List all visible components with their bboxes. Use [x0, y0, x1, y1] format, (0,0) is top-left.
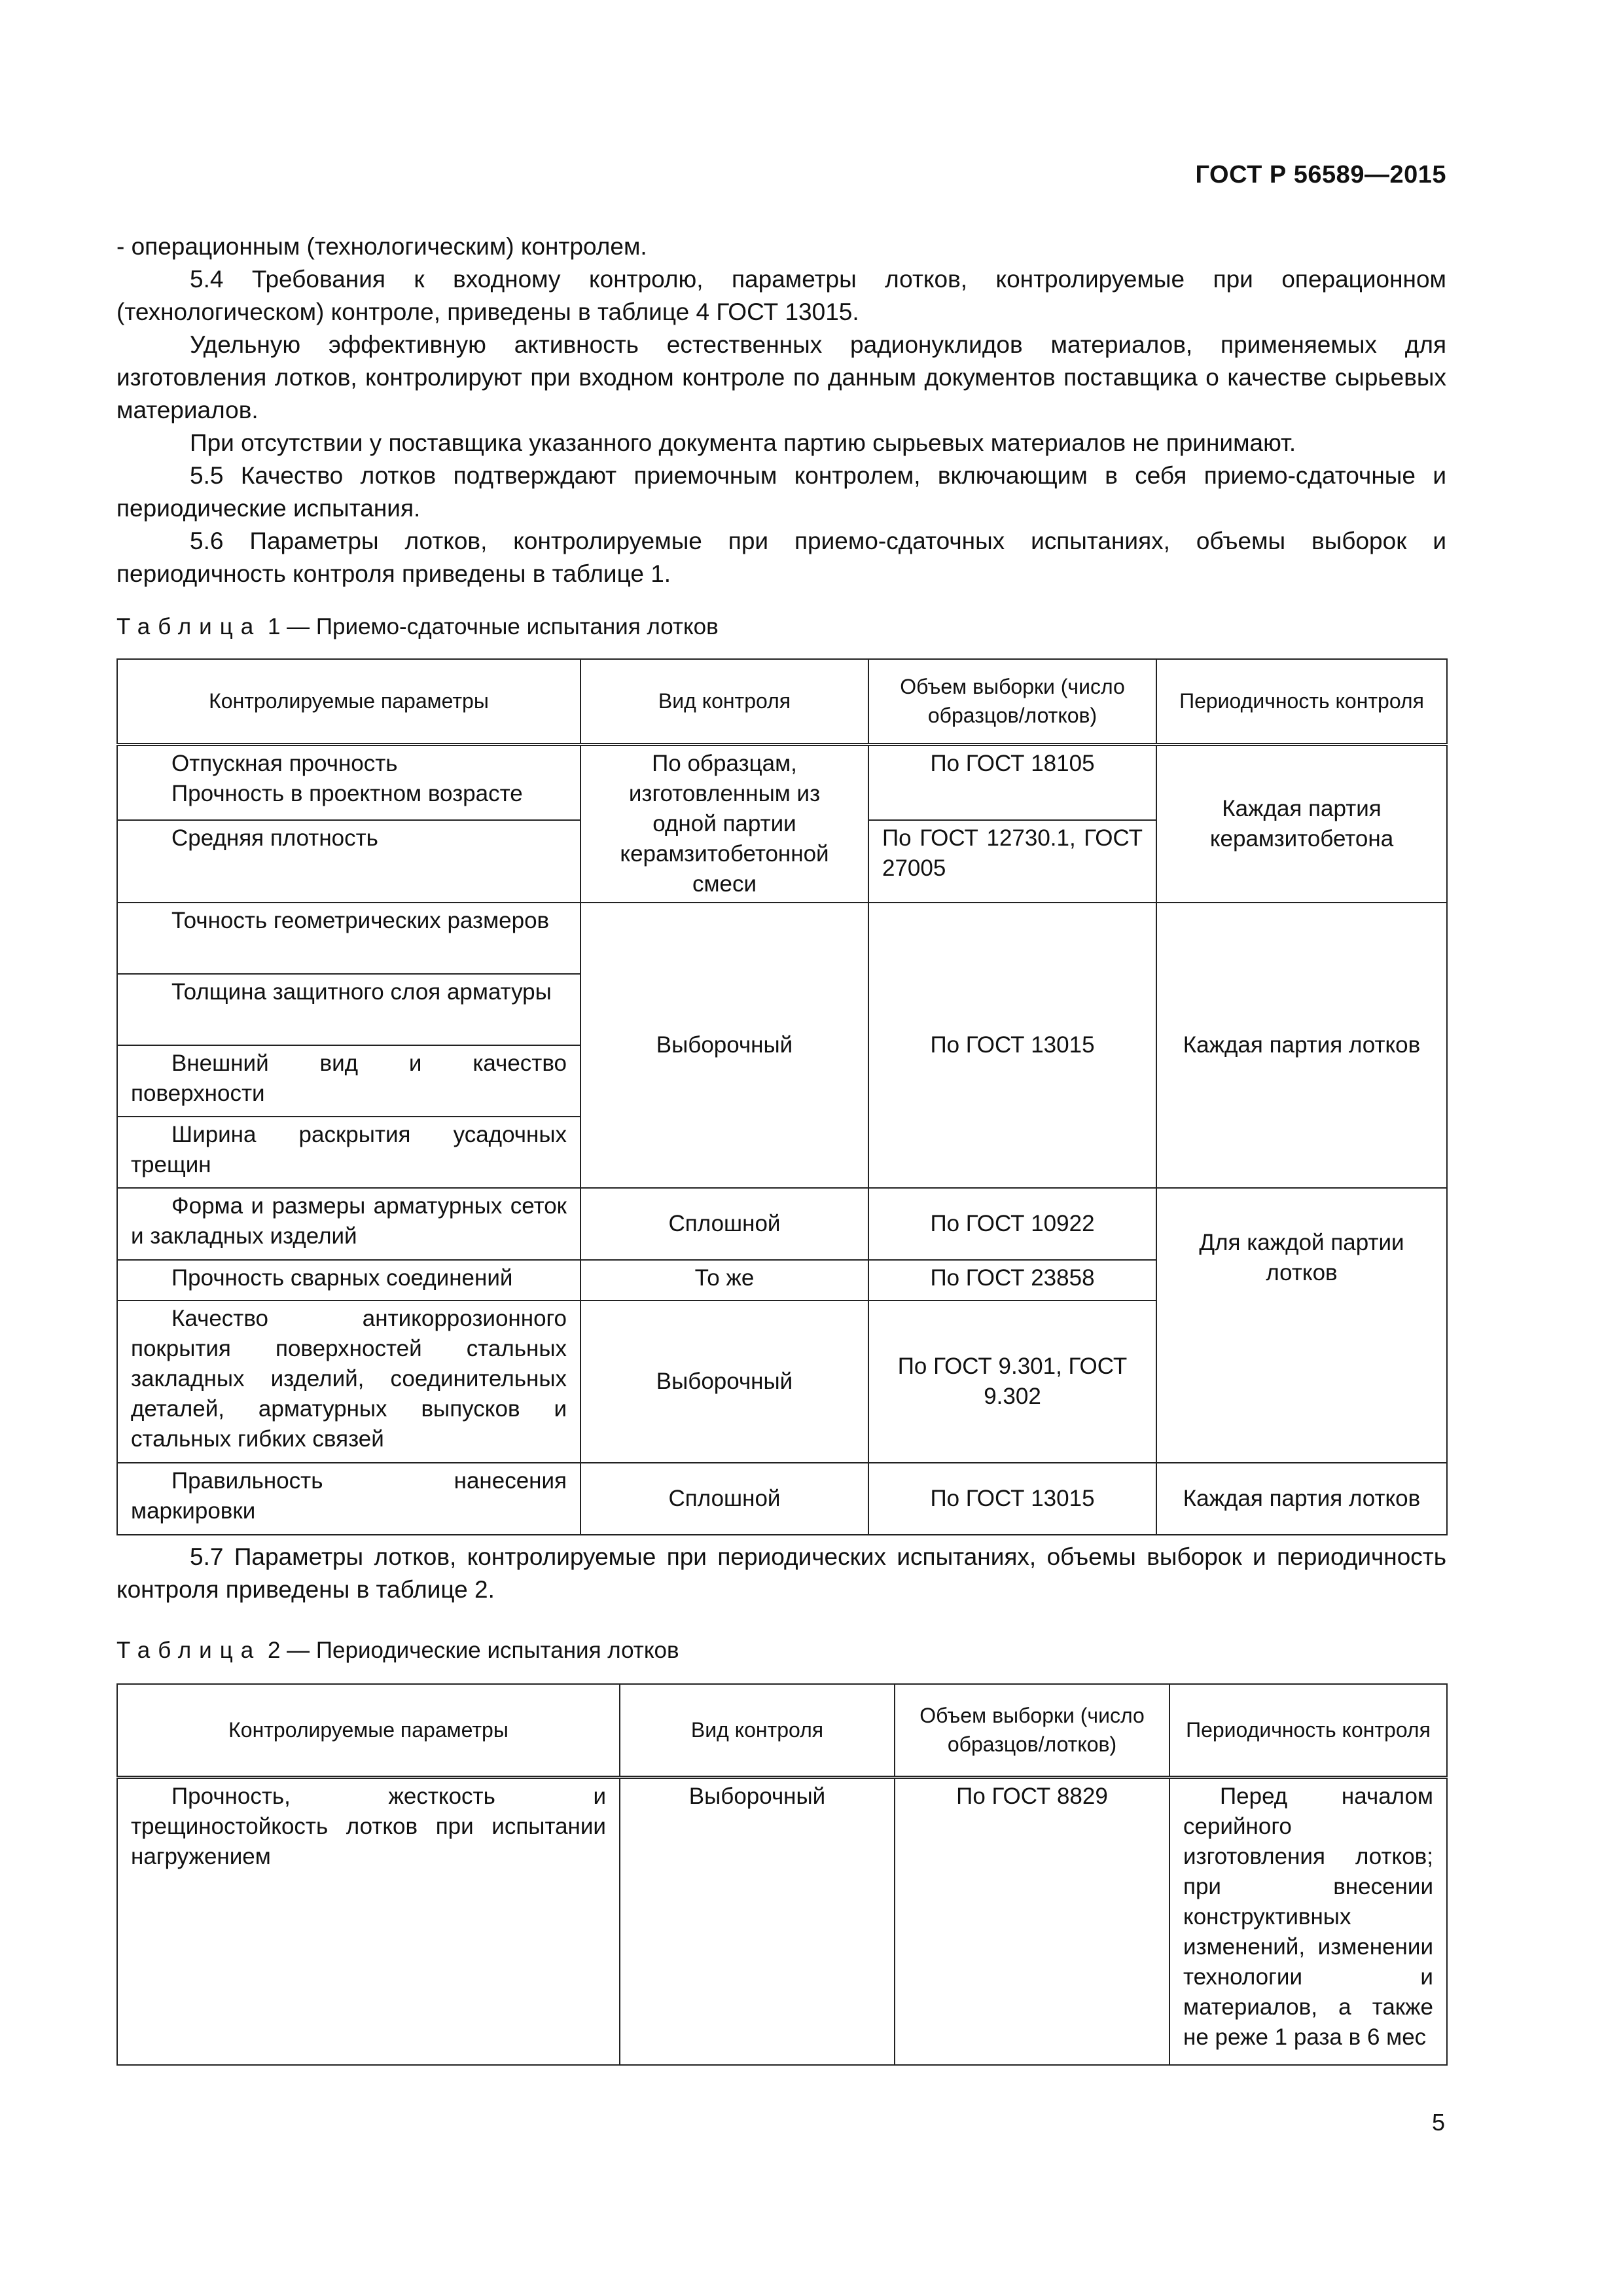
table2 [116, 1683, 1448, 2066]
page-number: 5 [1431, 2109, 1445, 2136]
paragraph: При отсутствии у поставщика указанного документа партию сырьевых материалов не принимают. [190, 429, 1296, 456]
table-cell: Форма и размеры арматурных сеток и закладных изделий [117, 1188, 580, 1260]
table-cell: Средняя плотность [117, 820, 580, 903]
intro-text [116, 230, 1446, 590]
table1 [116, 658, 1448, 1535]
paragraph: - операционным (технологическим) контролем. [116, 233, 647, 260]
document-code: ГОСТ Р 56589—2015 [1195, 161, 1446, 188]
cell-line: Прочность в проектном возрасте [171, 780, 523, 806]
table-cell: По ГОСТ 13015 [868, 1463, 1156, 1535]
table2-header-type: Вид контроля [620, 1684, 895, 1777]
table-cell [117, 744, 580, 820]
paragraph-5-6: 5.6 Параметры лотков, контролируемые при приемо-сдаточных испытаниях, объемы выборок и периодичность контроля приведены в таблице 1. [116, 528, 1446, 587]
table1-header-period: Периодичность контроля [1156, 659, 1447, 744]
table-row [117, 1188, 1447, 1260]
table-cell: Прочность, жесткость и трещиностойкость лотков при испытании нагружением [117, 1777, 620, 2065]
table1-header-type: Вид контроля [580, 659, 868, 744]
table2-header-volume: Объем выборки (число образцов/лотков) [895, 1684, 1169, 1777]
table-cell: Выборочный [580, 1300, 868, 1463]
cell-line: Отпускная прочность [171, 750, 398, 776]
table-cell: По ГОСТ 8829 [895, 1777, 1169, 2065]
paragraph: 5.7 Параметры лотков, контролируемые при периодических испытаниях, объемы выборок и периодичность контроля приведены в таблице 2. [116, 1543, 1446, 1603]
table-cell: Каждая партия лотков [1156, 903, 1447, 1188]
table-cell: Сплошной [580, 1463, 868, 1535]
table-row [117, 1777, 1447, 2065]
table-cell: Прочность сварных соединений [117, 1260, 580, 1300]
table1-header-volume: Объем выборки (число образцов/лотков) [868, 659, 1156, 744]
table-cell: Для каждой партии лотков [1156, 1188, 1447, 1463]
table1-caption [116, 614, 719, 640]
table2-header-period: Периодичность контроля [1169, 1684, 1447, 1777]
table-cell: Перед началом серийного изготовления лотков; при внесении конструктивных изменений, изменении технологии и материалов, а также не реже 1 раза в 6 мес [1169, 1777, 1447, 2065]
table-cell: Каждая партия лотков [1156, 1463, 1447, 1535]
paragraph-5-4: 5.4 Требования к входному контролю, параметры лотков, контролируемые при операционном (технологическом) контроле, приведены в таблице 4 ГОСТ 13015. [116, 266, 1446, 325]
caption-text: — Периодические испытания лотков [287, 1638, 679, 1663]
table-row [117, 903, 1447, 974]
table-cell: По ГОСТ 10922 [868, 1188, 1156, 1260]
table-cell: Ширина раскрытия усадочных трещин [117, 1117, 580, 1188]
table-cell: Выборочный [620, 1777, 895, 2065]
table-cell: Каждая партия керамзитобетона [1156, 744, 1447, 903]
caption-number: 1 [267, 614, 281, 639]
table-cell: Точность геометрических размеров [117, 903, 580, 974]
caption-word: Таблица [116, 614, 262, 639]
table-cell: По образцам, изготовленным из одной партии керамзитобетонной смеси [580, 744, 868, 903]
table-cell: По ГОСТ 23858 [868, 1260, 1156, 1300]
table-cell: Внешний вид и качество поверхности [117, 1045, 580, 1117]
paragraph: Удельную эффективную активность естественных радионуклидов материалов, применяемых для изготовления лотков, контролируют при входном контроле по данным документов поставщика о качестве сырьевых материалов. [116, 331, 1446, 423]
table2-caption [116, 1638, 679, 1664]
table-row [117, 744, 1447, 820]
paragraph-5-7 [116, 1541, 1446, 1606]
table-cell: Выборочный [580, 903, 868, 1188]
table-cell: Правильность нанесения маркировки [117, 1463, 580, 1535]
caption-word: Таблица [116, 1638, 262, 1663]
table-cell: По ГОСТ 18105 [868, 744, 1156, 820]
table2-header-params: Контролируемые параметры [117, 1684, 620, 1777]
table-cell: По ГОСТ 12730.1, ГОСТ 27005 [868, 820, 1156, 903]
table-cell: То же [580, 1260, 868, 1300]
table-cell: Толщина защитного слоя арматуры [117, 974, 580, 1045]
table-cell: Качество антикоррозионного покрытия поверхностей стальных закладных изделий, соединительных деталей, арматурных выпусков и стальных гибких связей [117, 1300, 580, 1463]
paragraph-5-5: 5.5 Качество лотков подтверждают приемочным контролем, включающим в себя приемо-сдаточные и периодические испытания. [116, 462, 1446, 522]
caption-number: 2 [267, 1638, 281, 1663]
table-cell: По ГОСТ 13015 [868, 903, 1156, 1188]
table-cell: Сплошной [580, 1188, 868, 1260]
table-row [117, 1463, 1447, 1535]
caption-text: — Приемо-сдаточные испытания лотков [287, 614, 719, 639]
table-cell: По ГОСТ 9.301, ГОСТ 9.302 [868, 1300, 1156, 1463]
table1-header-params: Контролируемые параметры [117, 659, 580, 744]
